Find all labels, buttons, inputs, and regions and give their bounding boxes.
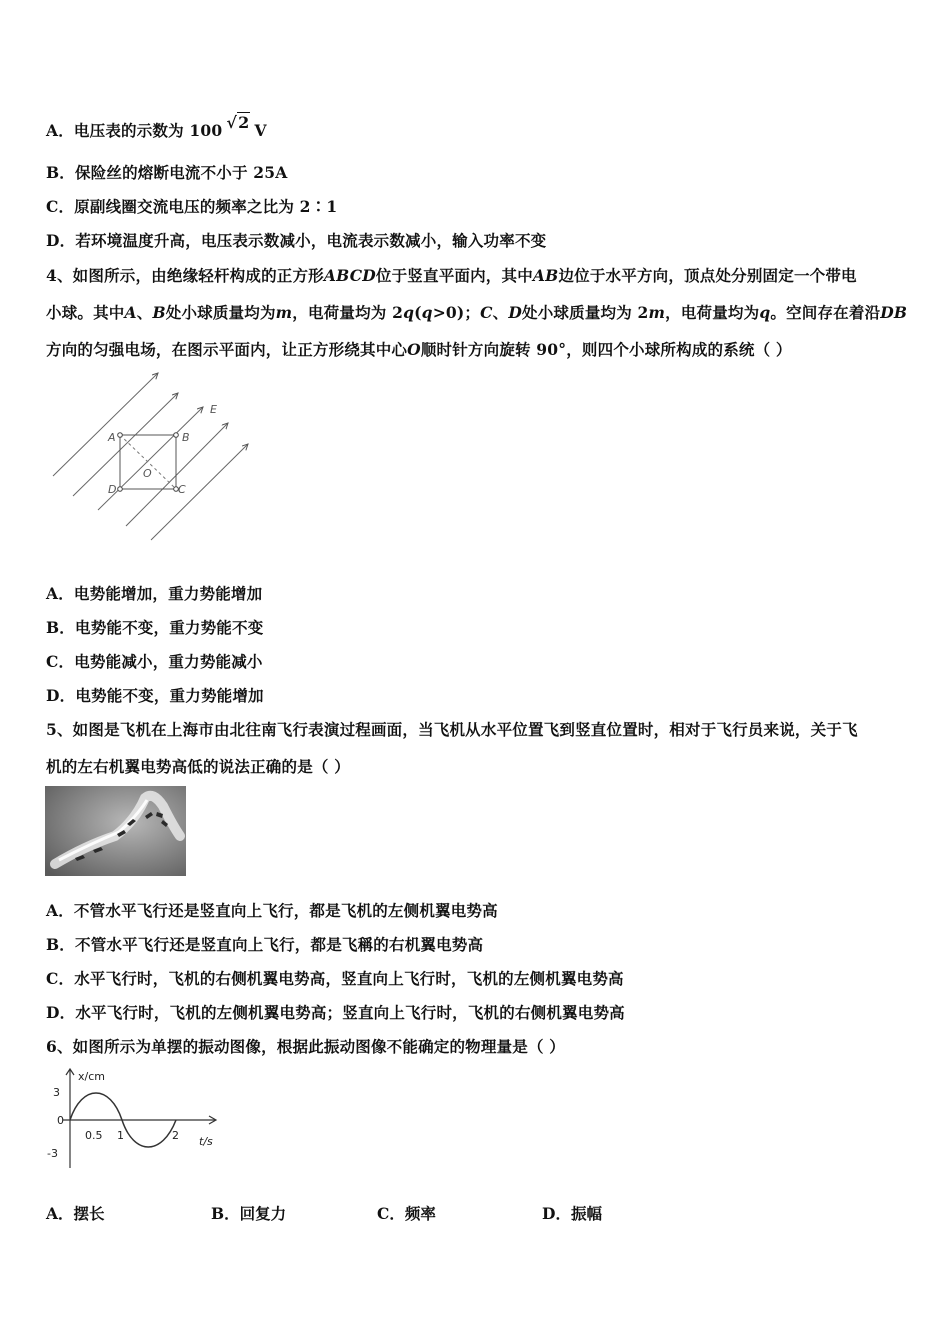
q4-text: 4、如图所示，由绝缘轻杆构成的正方形 — [46, 266, 324, 285]
q4-option-c: C．电势能减小，重力势能减小 — [46, 652, 263, 671]
q4-text: 、 — [136, 303, 153, 322]
q4-field-figure — [48, 368, 268, 548]
q6-vibration-graph — [45, 1064, 225, 1172]
q4-var: ABCD — [323, 266, 376, 285]
q4-stem-line1 — [46, 264, 857, 286]
field-line — [151, 444, 248, 540]
y-axis-label: x/cm — [78, 1070, 105, 1083]
q5-stem-line1: 5、如图是飞机在上海市由北往南飞行表演过程画面，当飞机从水平位置飞到竖直位置时，相对于飞行员来说，关于飞 — [46, 720, 858, 739]
label-o: O — [143, 467, 152, 480]
q4-text: 位于竖直平面内，其中 — [375, 266, 533, 285]
q4-option-b: B．电势能不变，重力势能不变 — [46, 618, 264, 637]
tick-3: 3 — [53, 1086, 60, 1099]
field-line — [53, 373, 158, 476]
q4-text: ( — [414, 303, 422, 322]
q4-var: AB — [532, 266, 559, 285]
q6-option-b: B．回复力 — [211, 1204, 287, 1223]
q4-var: C — [480, 303, 493, 322]
q4-text: ，电荷量均为 2 — [292, 303, 404, 322]
prev-option-b: B．保险丝的熔断电流不小于 25A — [46, 163, 288, 182]
q4-text: 边位于水平方向，顶点处分别固定一个带电 — [558, 266, 857, 285]
q5-option-b: B．不管水平飞行还是竖直向上飞行，都是飞稱的右机翼电势高 — [46, 935, 484, 954]
airshow-photo — [45, 786, 186, 876]
label-d: D — [108, 483, 117, 496]
q4-text: 、 — [492, 303, 509, 322]
ball-b — [174, 433, 179, 438]
tick-0: 0 — [57, 1114, 64, 1127]
q4-option-d: D．电势能不变，重力势能增加 — [46, 686, 264, 705]
q4-var: B — [152, 303, 166, 322]
q4-var: m — [648, 303, 666, 322]
q4-text: >0)； — [432, 303, 481, 322]
q4-var: q — [759, 303, 771, 322]
q4-text: 方向的匀强电场，在图示平面内，让正方形绕其中心 — [46, 340, 408, 359]
sqrt-symbol: √2 — [226, 113, 250, 132]
q4-option-a: A．电势能增加，重力势能增加 — [46, 584, 263, 603]
prev-option-a-unit: V — [254, 121, 267, 140]
q4-text: 顺时针方向旋转 90°，则四个小球所构成的系统（ ） — [420, 340, 792, 359]
q6-stem: 6、如图所示为单摆的振动图像，根据此振动图像不能确定的物理量是（ ） — [46, 1037, 565, 1056]
prev-option-d: D．若环境温度升高，电压表示数减小，电流表示数减小，输入功率不变 — [46, 231, 547, 250]
tick-0-5: 0.5 — [85, 1129, 103, 1142]
x-axis-label: t/s — [199, 1135, 213, 1148]
q4-var: q — [421, 303, 433, 322]
tick-1: 1 — [117, 1129, 124, 1142]
q5-option-a: A．不管水平飞行还是竖直向上飞行，都是飞机的左侧机翼电势高 — [46, 901, 498, 920]
q6-option-a: A．摆长 — [46, 1204, 105, 1223]
q4-var: A — [124, 303, 137, 322]
q4-text: ，电荷量均为 — [665, 303, 760, 322]
q4-var: m — [275, 303, 293, 322]
q4-var: DB — [880, 303, 908, 322]
q4-text: 。空间存在着沿 — [770, 303, 881, 322]
tick-2: 2 — [172, 1129, 179, 1142]
q4-stem-line3 — [46, 338, 792, 360]
q5-option-d: D．水平飞行时，飞机的左侧机翼电势高；竖直向上飞行时，飞机的右侧机翼电势高 — [46, 1003, 625, 1022]
prev-option-a-text: A．电压表的示数为 100 — [46, 121, 223, 140]
q4-var: O — [407, 340, 421, 359]
label-c: C — [178, 483, 186, 496]
q5-option-c: C．水平飞行时，飞机的右侧机翼电势高，竖直向上飞行时，飞机的左侧机翼电势高 — [46, 969, 624, 988]
diagonal-ac — [120, 435, 176, 489]
ball-d — [118, 487, 123, 492]
prev-option-c: C．原副线圈交流电压的频率之比为 2∶1 — [46, 197, 338, 216]
label-a: A — [108, 431, 116, 444]
label-b: B — [182, 431, 190, 444]
q6-option-d: D．振幅 — [542, 1204, 602, 1223]
field-line — [73, 393, 178, 496]
q4-text: 小球。其中 — [46, 303, 125, 322]
q5-stem-line2: 机的左右机翼电势高低的说法正确的是（ ） — [46, 757, 350, 776]
ball-a — [118, 433, 123, 438]
q4-var: q — [403, 303, 415, 322]
sqrt-radicand: 2 — [238, 113, 250, 132]
q4-text: 处小球质量均为 — [165, 303, 276, 322]
prev-option-a — [46, 113, 267, 141]
field-line — [126, 423, 228, 526]
q4-text: 处小球质量均为 2 — [522, 303, 649, 322]
q4-stem-line2 — [46, 301, 907, 323]
label-e: E — [210, 403, 217, 416]
q6-option-c: C．频率 — [377, 1204, 436, 1223]
q4-var: D — [508, 303, 523, 322]
tick-neg3: -3 — [47, 1147, 58, 1160]
